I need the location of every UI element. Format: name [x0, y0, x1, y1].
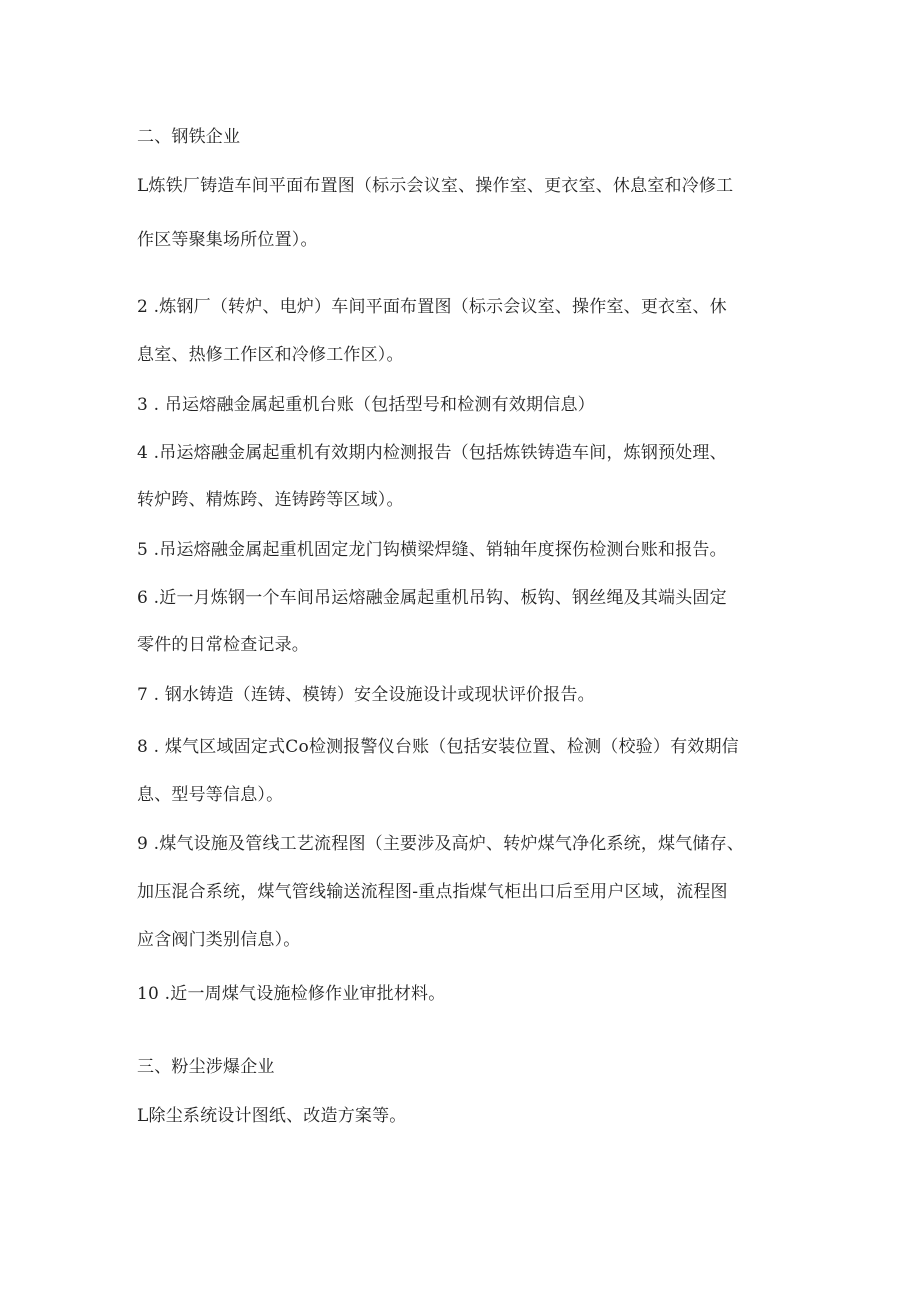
list-item-9-line-3: 应含阀门类别信息）。 [137, 930, 301, 950]
list-item-text: .吊运熔融金属起重机固定龙门钩横梁焊缝、销轴年度探伤检测台账和报告。 [148, 540, 727, 560]
list-item-3-line-1 [137, 393, 595, 417]
list-item-2-line-2: 息室、热修工作区和冷修工作区）。 [137, 345, 404, 365]
list-item-10-line-1 [137, 982, 445, 1006]
section-heading-steel: 二、钢铁企业 [137, 127, 241, 147]
list-item-2-line-1 [137, 295, 727, 319]
list-item-number: L [137, 1106, 149, 1126]
list-item-6-line-2: 零件的日常检查记录。 [137, 635, 309, 655]
list-item-number: L [137, 176, 149, 196]
list-item-number: 5 [137, 540, 149, 560]
list-item-text: . 吊运熔融金属起重机台账（包括型号和检测有效期信息） [148, 395, 595, 415]
list-item-text: .吊运熔融金属起重机有效期内检测报告（包括炼铁铸造车间，炼钢预处理、 [148, 443, 727, 463]
list-item-text: . 钢水铸造（连铸、模铸）安全设施设计或现状评价报告。 [148, 685, 595, 705]
list-item-number: 3 [137, 395, 149, 415]
list-item-text: 除尘系统设计图纸、改造方案等。 [148, 1106, 407, 1126]
list-item-text: .煤气设施及管线工艺流程图（主要涉及高炉、转炉煤气净化系统，煤气储存、 [148, 834, 745, 854]
list-item-4-line-2: 转炉跨、精炼跨、连铸跨等区域）。 [137, 490, 404, 510]
list-item-number: 2 [137, 297, 149, 317]
list-item-text: 炼铁厂铸造车间平面布置图（标示会议室、操作室、更衣室、休息室和冷修工 [148, 176, 734, 196]
list-item-5-line-1 [137, 538, 727, 562]
list-item-text: .近一月炼钢一个车间吊运熔融金属起重机吊钩、板钩、钢丝绳及其端头固定 [148, 588, 727, 608]
list-item-dust-1-line-1 [137, 1104, 407, 1128]
list-item-number: 4 [137, 443, 149, 463]
list-item-text: . 煤气区域固定式Co检测报警仪台账（包括安装位置、检测（校验）有效期信 [148, 737, 739, 757]
list-item-1-line-2: 作区等聚集场所位置）。 [137, 230, 318, 250]
list-item-7-line-1 [137, 683, 595, 707]
list-item-number: 7 [137, 685, 149, 705]
list-item-number: 10 [137, 984, 160, 1004]
list-item-number: 9 [137, 834, 149, 854]
list-item-4-line-1 [137, 441, 727, 465]
list-item-number: 6 [137, 588, 149, 608]
list-item-8-line-2: 息、型号等信息）。 [137, 785, 284, 805]
list-item-number: 8 [137, 737, 149, 757]
list-item-8-line-1 [137, 735, 739, 759]
list-item-9-line-1 [137, 832, 744, 856]
list-item-9-line-2: 加压混合系统，煤气管线输送流程图-重点指煤气柜出口后至用户区域，流程图 [137, 882, 728, 902]
list-item-1-line-1 [137, 174, 733, 198]
list-item-text: .近一周煤气设施检修作业审批材料。 [159, 984, 446, 1004]
list-item-text: .炼钢厂（转炉、电炉）车间平面布置图（标示会议室、操作室、更衣室、休 [148, 297, 727, 317]
list-item-6-line-1 [137, 586, 727, 610]
section-heading-dust: 三、粉尘涉爆企业 [137, 1057, 275, 1077]
